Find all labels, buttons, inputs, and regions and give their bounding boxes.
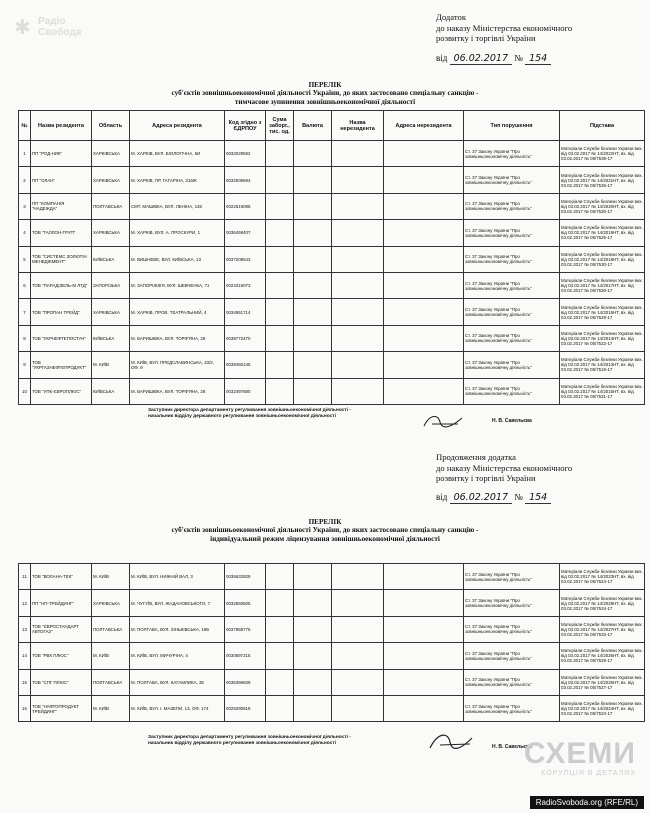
cell-region: М. КИЇВ [92,643,130,669]
cell-resident-name: ПП "КОМПАНІЯ "НАДЕЖДА" [31,193,92,219]
cell-region: КИЇВСЬКА [92,325,130,351]
cell-currency [294,167,332,193]
cell-resident-address: М. ХАРКІВ, ВУЛ. А. ПРОСКУРИ, 1 [130,220,225,246]
cell-resident-address: М. ЧУГУЇВ, ВУЛ. ЖАДАНОВСЬКОГО, 7 [130,590,225,616]
cell-nonresident-address [384,590,464,616]
cell-nonresident-name [332,352,384,378]
cell-resident-name: ТОВ "ПРОПАН ТРЕЙД" [31,299,92,325]
col-resident-address: Адреса резидента [130,111,225,141]
col-nonresident-address: Адреса нерезидента [384,111,464,141]
cell-region: КИЇВСЬКА [92,246,130,272]
sanctions-table-2 [18,563,645,722]
cell-resident-address: М. ХАРКІВ, ВУЛ. БІОЛОГІЧНА, 6И [130,141,225,167]
signatory-name-1: Н. В. Савельєва [492,418,532,424]
cell-violation-type: Ст. 37 Закону України "Про зовнішньоекономічну діяльність" [464,564,560,590]
cell-debt-sum [266,246,294,272]
cell-violation-type: Ст. 37 Закону України "Про зовнішньоекономічну діяльність" [464,299,560,325]
appendix-line: розвитку і торгівлі України [436,473,536,484]
cell-nonresident-name [332,193,384,219]
cell-nonresident-name [332,564,384,590]
cell-nonresident-address [384,378,464,404]
cell-currency [294,352,332,378]
cell-edrpou-code: 0034951714 [225,299,266,325]
col-violation-type: Тип порушення [464,111,560,141]
cell-edrpou-code: 0032029592 [225,141,266,167]
cell-violation-type: Ст. 37 Закону України "Про зовнішньоекономічну діяльність" [464,669,560,695]
cell-violation-type: Ст. 37 Закону України "Про зовнішньоекономічну діяльність" [464,272,560,298]
cell-basis: Матеріали Служби безпеки України вих. від 03.02.2017 № 14/2027НТ, вх. від 03.02.2017 № 05/7533-17 [560,616,645,642]
table-row [19,272,645,298]
cell-edrpou-code: 0039772470 [225,325,266,351]
cell-violation-type: Ст. 37 Закону України "Про зовнішньоекономічну діяльність" [464,141,560,167]
table-row [19,141,645,167]
cell-row-number: 2 [19,167,31,193]
cell-edrpou-code: 0032497680 [225,378,266,404]
cell-debt-sum [266,352,294,378]
cell-resident-name: ТОВ "УКРГАЗНЕФТЕПРОДУКТ" [31,352,92,378]
cell-violation-type: Ст. 37 Закону України "Про зовнішньоекономічну діяльність" [464,378,560,404]
cell-violation-type: Ст. 37 Закону України "Про зовнішньоекономічну діяльність" [464,590,560,616]
cell-resident-address: М. ПОЛТАВА, ВУЛ. ЗІНЬКІВСЬКА, 19Б [130,616,225,642]
cell-row-number: 3 [19,193,31,219]
cell-nonresident-name [332,299,384,325]
radio-svoboda-logo [14,16,81,38]
cell-resident-address: М. КИЇВ, ВУЛ. ПРЕДСЛАВИНСЬКА, 43/2, ОФ. 9 [130,352,225,378]
cell-resident-name: ТОВ "УПК-ЄВРОПЛЮС" [31,378,92,404]
cell-resident-name: ПП "РОД-НИК" [31,141,92,167]
cell-debt-sum [266,616,294,642]
signature-block-1: Заступник директора департаменту регулювання зовнішньоекономічної діяльності - начальник відділу державного регулювання зовнішньоекономічної діяльності [148,408,351,420]
cell-edrpou-code: 0024316073 [225,272,266,298]
cell-debt-sum [266,695,294,721]
cell-nonresident-name [332,220,384,246]
cell-region: ХАРКІВСЬКА [92,141,130,167]
cell-resident-address: СМТ. МАШІВКА, ВУЛ. ЛЕНІНА, 136 [130,193,225,219]
cell-currency [294,246,332,272]
logo-line-1: Радіо [38,16,66,27]
cell-nonresident-name [332,616,384,642]
table-row [19,246,645,272]
cell-edrpou-code: 0036632829 [225,564,266,590]
cell-nonresident-address [384,220,464,246]
cell-basis: Матеріали Служби безпеки України вих. від 03.02.2017 № 14/2021НТ, вх. від 03.02.2017 № 05/7536-17 [560,167,645,193]
order-date-line: від 06.02.2017 № 154 [436,53,551,64]
col-edrpou-code: Код згідно з ЄДРПОУ [225,111,266,141]
col-currency: Валюта [294,111,332,141]
appendix-line: до наказу Міністерства економічного [436,462,573,473]
cell-resident-name: ТОВ "ЄВРОСТАНДАРТ АВТОГАЗ" [31,616,92,642]
cell-currency [294,272,332,298]
cell-nonresident-name [332,167,384,193]
cell-nonresident-name [332,378,384,404]
cell-row-number: 7 [19,299,31,325]
cell-debt-sum [266,590,294,616]
cell-currency [294,141,332,167]
cell-nonresident-address [384,564,464,590]
cell-currency [294,299,332,325]
cell-currency [294,669,332,695]
cell-resident-address: М. ПОЛТАВА, ВУЛ. КАГАМЛИКА, 35 [130,669,225,695]
cell-basis: Матеріали Служби безпеки України вих. від 03.02.2017 № 14/2014НТ, вх. від 03.02.2017 № 05/7522-17 [560,325,645,351]
order-date-line-2: від 06.02.2017 № 154 [436,492,551,503]
cell-basis: Матеріали Служби безпеки України вих. від 03.02.2017 № 14/2024НТ, вх. від 03.02.2017 № 05/7523-17 [560,695,645,721]
handwritten-signature-2 [426,730,476,754]
cell-currency [294,378,332,404]
cell-basis: Матеріали Служби безпеки України вих. від 03.02.2017 № 14/2026НТ, вх. від 03.02.2017 № 05/7529-17 [560,643,645,669]
signatory-name-2: Н. В. Савельєва [492,744,532,750]
cell-debt-sum [266,299,294,325]
cell-violation-type: Ст. 37 Закону України "Про зовнішньоекономічну діяльність" [464,643,560,669]
cell-region: ЗАПОРІЗЬКА [92,272,130,298]
appendix-continuation-note [436,452,572,484]
table-row [19,590,645,616]
cell-row-number: 4 [19,220,31,246]
cell-debt-sum [266,167,294,193]
cell-row-number: 6 [19,272,31,298]
cell-resident-name: ТОВ "НАФТОПРОДУКТ ТРЕЙДИНГ" [31,695,92,721]
cell-debt-sum [266,193,294,219]
col-debt-sum: Сума заборг., тис. од. [266,111,294,141]
col-region: Область [92,111,130,141]
cell-nonresident-name [332,590,384,616]
cell-violation-type: Ст. 37 Закону України "Про зовнішньоекономічну діяльність" [464,616,560,642]
cell-nonresident-name [332,669,384,695]
cell-resident-address: М. ХАРКІВ, ПР. ГАГАРІНА, 316Ж [130,167,225,193]
cell-currency [294,564,332,590]
cell-nonresident-address [384,246,464,272]
cell-nonresident-address [384,669,464,695]
cell-basis: Матеріали Служби безпеки України вих. від 03.02.2017 № 14/2020НТ, вх. від 03.02.2017 № 05/7530-17 [560,193,645,219]
cell-debt-sum [266,220,294,246]
cell-resident-name: ПП "НП-ТРЕЙДИНГ" [31,590,92,616]
cell-nonresident-address [384,272,464,298]
cell-violation-type: Ст. 37 Закону України "Про зовнішньоекономічну діяльність" [464,193,560,219]
cell-resident-name: ТОВ "ПАРАДІЗЕЛЬ-М ЛТД" [31,272,92,298]
cell-row-number: 8 [19,325,31,351]
cell-basis: Матеріали Служби безпеки України вих. від 03.02.2017 № 14/2017НТ, вх. від 03.02.2017 № 05/7530-17 [560,272,645,298]
col-number: № [19,111,31,141]
cell-basis: Матеріали Служби безпеки України вих. від 03.02.2017 № 14/2025НТ, вх. від 03.02.2017 № 05/7527-17 [560,669,645,695]
cell-nonresident-name [332,325,384,351]
cell-edrpou-code: 0032506594 [225,167,266,193]
source-credit: RadioSvoboda.org (RFE/RL) [530,796,644,809]
cell-edrpou-code: 0036459407 [225,220,266,246]
col-resident-name: Назва резидента [31,111,92,141]
cell-edrpou-code: 0032650605 [225,590,266,616]
cell-currency [294,695,332,721]
watermark-subtitle: КОРУПЦІЯ В ДЕТАЛЯХ [541,770,636,777]
cell-violation-type: Ст. 37 Закону України "Про зовнішньоекономічну діяльність" [464,352,560,378]
cell-region: М. КИЇВ [92,695,130,721]
cell-basis: Матеріали Служби безпеки України вих. від 03.02.2017 № 14/2023НТ, вх. від 03.02.2017 № 05/7524-17 [560,564,645,590]
cell-nonresident-name [332,141,384,167]
cell-region: М. КИЇВ [92,564,130,590]
cell-row-number: 13 [19,616,31,642]
cell-resident-name: ТОВ "РВК ПЛЮС" [31,643,92,669]
cell-nonresident-address [384,352,464,378]
list-title-2: ПЕРЕЛІК суб'єктів зовнішньоекономічної діяльності України, до яких застосовано спеціальну санкцію - індивідуальний режим ліцензування зовнішньоекономічної діяльності [171,518,479,543]
order-date: 06.02.2017 [450,492,512,504]
cell-currency [294,616,332,642]
cell-violation-type: Ст. 37 Закону України "Про зовнішньоекономічну діяльність" [464,695,560,721]
table-header-row [19,111,645,141]
order-number: 154 [525,53,551,65]
cell-currency [294,590,332,616]
cell-row-number: 15 [19,669,31,695]
table-row [19,378,645,404]
cell-resident-address: М. КИЇВ, ВУЛ. НИЖНІЙ ВАЛ, 3 [130,564,225,590]
cell-nonresident-address [384,695,464,721]
cell-region: ПОЛТАВСЬКА [92,669,130,695]
cell-resident-address: М. КИЇВ, ВУЛ. МИЧУРІНА, 4 [130,643,225,669]
cell-basis: Матеріали Служби безпеки України вих. від 03.02.2017 № 14/2016НТ, вх. від 03.02.2017 № 05/7528-17 [560,299,645,325]
cell-region: ХАРКІВСЬКА [92,299,130,325]
cell-violation-type: Ст. 37 Закону України "Про зовнішньоекономічну діяльність" [464,246,560,272]
cell-row-number: 5 [19,246,31,272]
cell-region: ХАРКІВСЬКА [92,220,130,246]
cell-nonresident-address [384,325,464,351]
cell-debt-sum [266,141,294,167]
cell-resident-address: М. ВИШНЕВЕ, ВУЛ. КИЇВСЬКА, 13 [130,246,225,272]
order-date: 06.02.2017 [450,53,512,65]
cell-nonresident-address [384,141,464,167]
cell-nonresident-address [384,643,464,669]
col-nonresident-name: Назва нерезидента [332,111,384,141]
list-title-1: ПЕРЕЛІК суб'єктів зовнішньоекономічної діяльності України, до яких застосовано спеціальну санкцію - тимчасове зупинення зовнішньоекономічної діяльності [171,81,479,106]
cell-edrpou-code: 0037208543 [225,246,266,272]
cell-violation-type: Ст. 37 Закону України "Про зовнішньоекономічну діяльність" [464,325,560,351]
cell-basis: Матеріали Служби безпеки України вих. від 03.02.2017 № 14/2022НТ, вх. від 03.02.2017 № 05/7539-17 [560,141,645,167]
cell-resident-address: М. КИЇВ, ВУЛ. І. МАЗЕПИ, 13, ОФ. 174 [130,695,225,721]
table-row [19,564,645,590]
skhemy-watermark [524,738,636,777]
appendix-line: Додаток [436,12,466,22]
cell-debt-sum [266,669,294,695]
order-number: 154 [525,492,551,504]
cell-resident-address: М. БАРИШІВКА, ВУЛ. ТОРФ'ЯНА, 28 [130,378,225,404]
appendix-line: розвитку і торгівлі України [436,33,536,44]
cell-resident-name: ТОВ "ВОЛАНА-ТЕК" [31,564,92,590]
cell-currency [294,220,332,246]
appendix-note [436,12,572,44]
sanctions-table-1 [18,110,645,405]
cell-resident-address: М. БАРИШІВКА, ВУЛ. ТОРФ'ЯНА, 28 [130,325,225,351]
table-row [19,669,645,695]
cell-edrpou-code: 0036396839 [225,669,266,695]
cell-row-number: 16 [19,695,31,721]
appendix-line: Продовження додатка [436,452,516,462]
cell-currency [294,193,332,219]
cell-row-number: 11 [19,564,31,590]
cell-nonresident-address [384,616,464,642]
cell-row-number: 12 [19,590,31,616]
watermark-title: СХЕМИ [523,737,636,770]
cell-row-number: 10 [19,378,31,404]
cell-edrpou-code: 0029290818 [225,695,266,721]
cell-resident-address: М. ЗАПОРІЖЖЯ, ВУЛ. ШЕВЧЕНКА, 71 [130,272,225,298]
cell-currency [294,643,332,669]
cell-region: ПОЛТАВСЬКА [92,193,130,219]
cell-edrpou-code: 0022519085 [225,193,266,219]
cell-region: КИЇВСЬКА [92,378,130,404]
cell-nonresident-address [384,193,464,219]
signature-block-2: Заступник директора департаменту регулювання зовнішньоекономічної діяльності - начальник відділу державного регулювання зовнішньоекономічної діяльності [148,735,351,747]
cell-nonresident-name [332,643,384,669]
cell-debt-sum [266,643,294,669]
cell-edrpou-code: 0039450145 [225,352,266,378]
cell-basis: Матеріали Служби безпеки України вих. від 03.02.2017 № 14/2013НТ, вх. від 03.02.2017 № 05/7519-17 [560,352,645,378]
table-row [19,167,645,193]
cell-currency [294,325,332,351]
cell-row-number: 1 [19,141,31,167]
cell-region: ХАРКІВСЬКА [92,167,130,193]
table-row [19,695,645,721]
cell-resident-name: ТОВ "СИСТЕМС ЗОЛЮТІН МЕНЕДЖМЕНТ" [31,246,92,272]
table-row [19,352,645,378]
cell-region: М. КИЇВ [92,352,130,378]
cell-basis: Матеріали Служби безпеки України вих. від 03.02.2017 № 14/2015НТ, вх. від 03.02.2017 № 05/7531-17 [560,378,645,404]
cell-edrpou-code: 0037958775 [225,616,266,642]
table-row [19,643,645,669]
table-row [19,220,645,246]
cell-edrpou-code: 0030697215 [225,643,266,669]
cell-region: ПОЛТАВСЬКА [92,616,130,642]
cell-resident-name: ТОВ "УКРНЕФТЕПОСТАЧ" [31,325,92,351]
cell-nonresident-name [332,272,384,298]
cell-basis: Матеріали Служби безпеки України вих. від 03.02.2017 № 14/2028НТ, вх. від 03.02.2017 № 05/7534-17 [560,590,645,616]
cell-row-number: 14 [19,643,31,669]
table-row [19,325,645,351]
appendix-line: до наказу Міністерства економічного [436,22,573,33]
cell-nonresident-name [332,695,384,721]
cell-basis: Матеріали Служби безпеки України вих. від 03.02.2017 № 14/2018НТ, вх. від 03.02.2017 № 05/7530-17 [560,246,645,272]
cell-resident-name: ТОВ "ГАЛЛОН-ГРУП" [31,220,92,246]
cell-resident-name: ПП "ОЛАН" [31,167,92,193]
cell-row-number: 9 [19,352,31,378]
handwritten-signature-1 [420,412,466,432]
cell-debt-sum [266,272,294,298]
cell-debt-sum [266,564,294,590]
cell-resident-name: ТОВ "СПГ ПЛЮС" [31,669,92,695]
table-row [19,616,645,642]
cell-violation-type: Ст. 37 Закону України "Про зовнішньоекономічну діяльність" [464,220,560,246]
cell-nonresident-address [384,299,464,325]
cell-violation-type: Ст. 37 Закону України "Про зовнішньоекономічну діяльність" [464,167,560,193]
cell-region: ХАРКІВСЬКА [92,590,130,616]
table-row [19,193,645,219]
radio-logo-icon: ✱ [14,15,31,39]
cell-debt-sum [266,325,294,351]
cell-debt-sum [266,378,294,404]
cell-nonresident-name [332,246,384,272]
col-basis: Підстава [560,111,645,141]
table-row [19,299,645,325]
cell-nonresident-address [384,167,464,193]
cell-resident-address: М. ХАРКІВ, ПРОВ. ТЕАТРАЛЬНИЙ, 4 [130,299,225,325]
cell-basis: Матеріали Служби безпеки України вих. від 03.02.2017 № 14/2019НТ, вх. від 03.02.2017 № 05/7525-17 [560,220,645,246]
logo-line-2: Свобода [38,27,82,38]
